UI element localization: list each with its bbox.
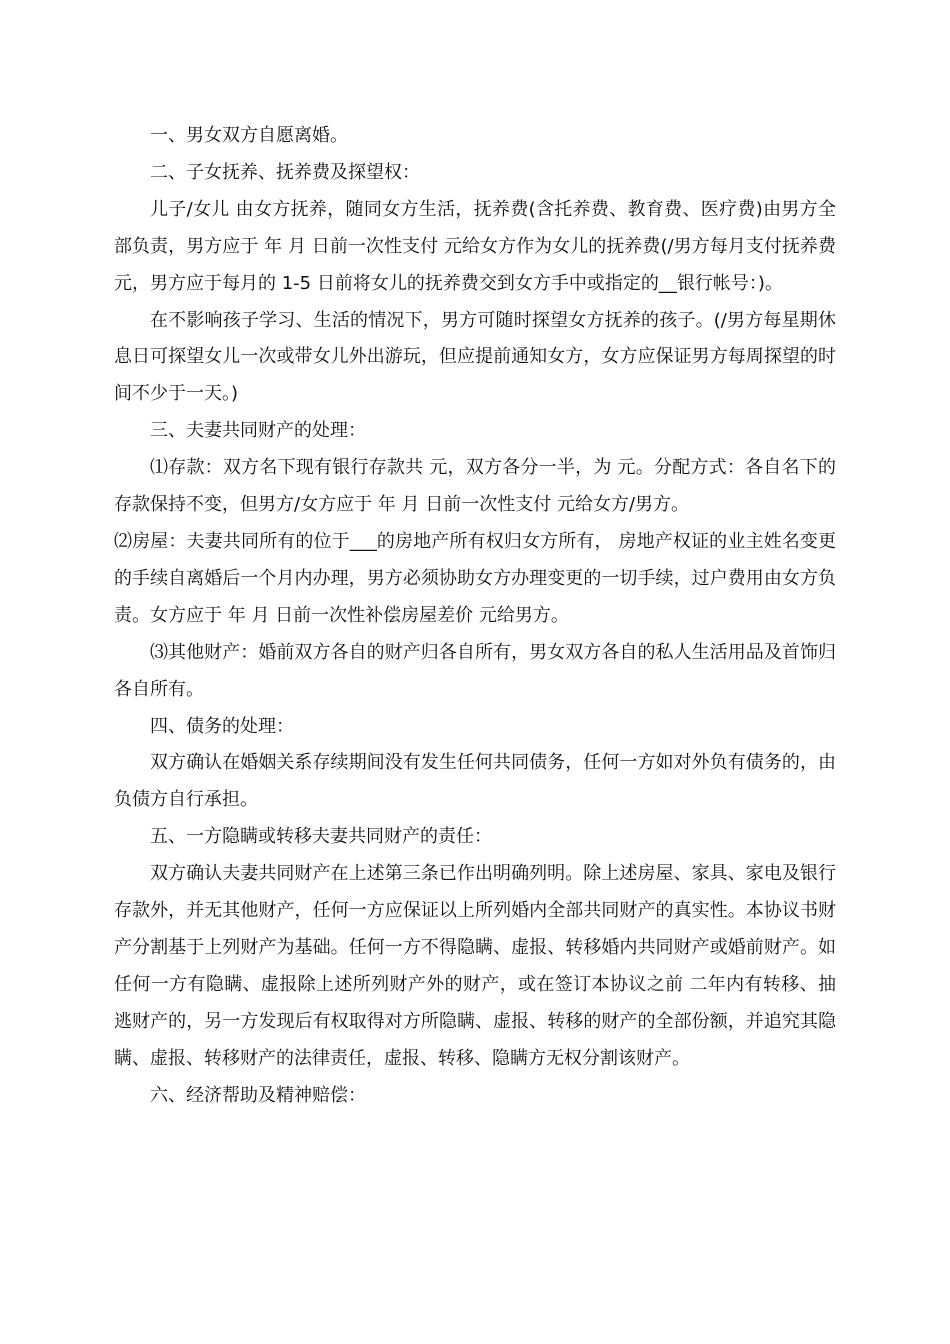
clause-1-heading: 一、男女双方自愿离婚。 <box>150 125 348 146</box>
clause-4-heading: 四、债务的处理： <box>150 715 294 737</box>
document-page <box>114 118 836 1114</box>
clause-3-heading: 三、夫妻共同财产的处理： <box>150 420 366 442</box>
child-custody-paragraph: 儿子/女儿 由女方抚养，随同女方生活，抚养费(含托养费、教育费、医疗费)由男方全部负责，男方应于 年 月 日前一次性支付 元给女方作为女儿的抚养费(/男方每月支付抚养费 元，男方应于每月的 1-5 日前将女儿的抚养费交到女方手中或指定的__银行帐号：)。 <box>114 198 836 294</box>
clause-6-heading: 六、经济帮助及精神赔偿： <box>150 1084 366 1106</box>
debt-paragraph: 双方确认在婚姻关系存续期间没有发生任何共同债务，任何一方如对外负有债务的，由负债方自行承担。 <box>114 752 836 811</box>
other-property-paragraph: ⑶其他财产：婚前双方各自的财产归各自所有，男女双方各自的私人生活用品及首饰归各自所有。 <box>114 641 836 700</box>
house-paragraph: ⑵房屋：夫妻共同所有的位于___的房地产所有权归女方所有， 房地产权证的业主姓名变更的手续自离婚后一个月内办理，男方必须协助女方办理变更的一切手续，过户费用由女方负责。女方应于 年 月 日前一次性补偿房屋差价 元给男方。 <box>114 530 836 626</box>
concealment-paragraph: 双方确认夫妻共同财产在上述第三条已作出明确列明。除上述房屋、家具、家电及银行存款外，并无其他财产，任何一方应保证以上所列婚内全部共同财产的真实性。本协议书财产分割基于上列财产为基础。任何一方不得隐瞒、虚报、转移婚内共同财产或婚前财产。如任何一方有隐瞒、虚报除上述所列财产外的财产，或在签订本协议之前 二年内有转移、抽逃财产的，另一方发现后有权取得对方所隐瞒、虚报、转移的财产的全部份额，并追究其隐瞒、虚报、转移财产的法律责任，虚报、转移、隐瞒方无权分割该财产。 <box>114 863 836 1069</box>
clause-5-heading: 五、一方隐瞒或转移夫妻共同财产的责任： <box>150 826 492 848</box>
savings-paragraph: ⑴存款：双方名下现有银行存款共 元，双方各分一半，为 元。分配方式：各自名下的存款保持不变，但男方/女方应于 年 月 日前一次性支付 元给女方/男方。 <box>114 457 836 516</box>
visitation-paragraph: 在不影响孩子学习、生活的情况下，男方可随时探望女方抚养的孩子。(/男方每星期休息日可探望女儿一次或带女儿外出游玩，但应提前通知女方，女方应保证男方每周探望的时间不少于一天。) <box>114 309 836 405</box>
clause-2-heading: 二、子女抚养、抚养费及探望权： <box>150 161 420 183</box>
